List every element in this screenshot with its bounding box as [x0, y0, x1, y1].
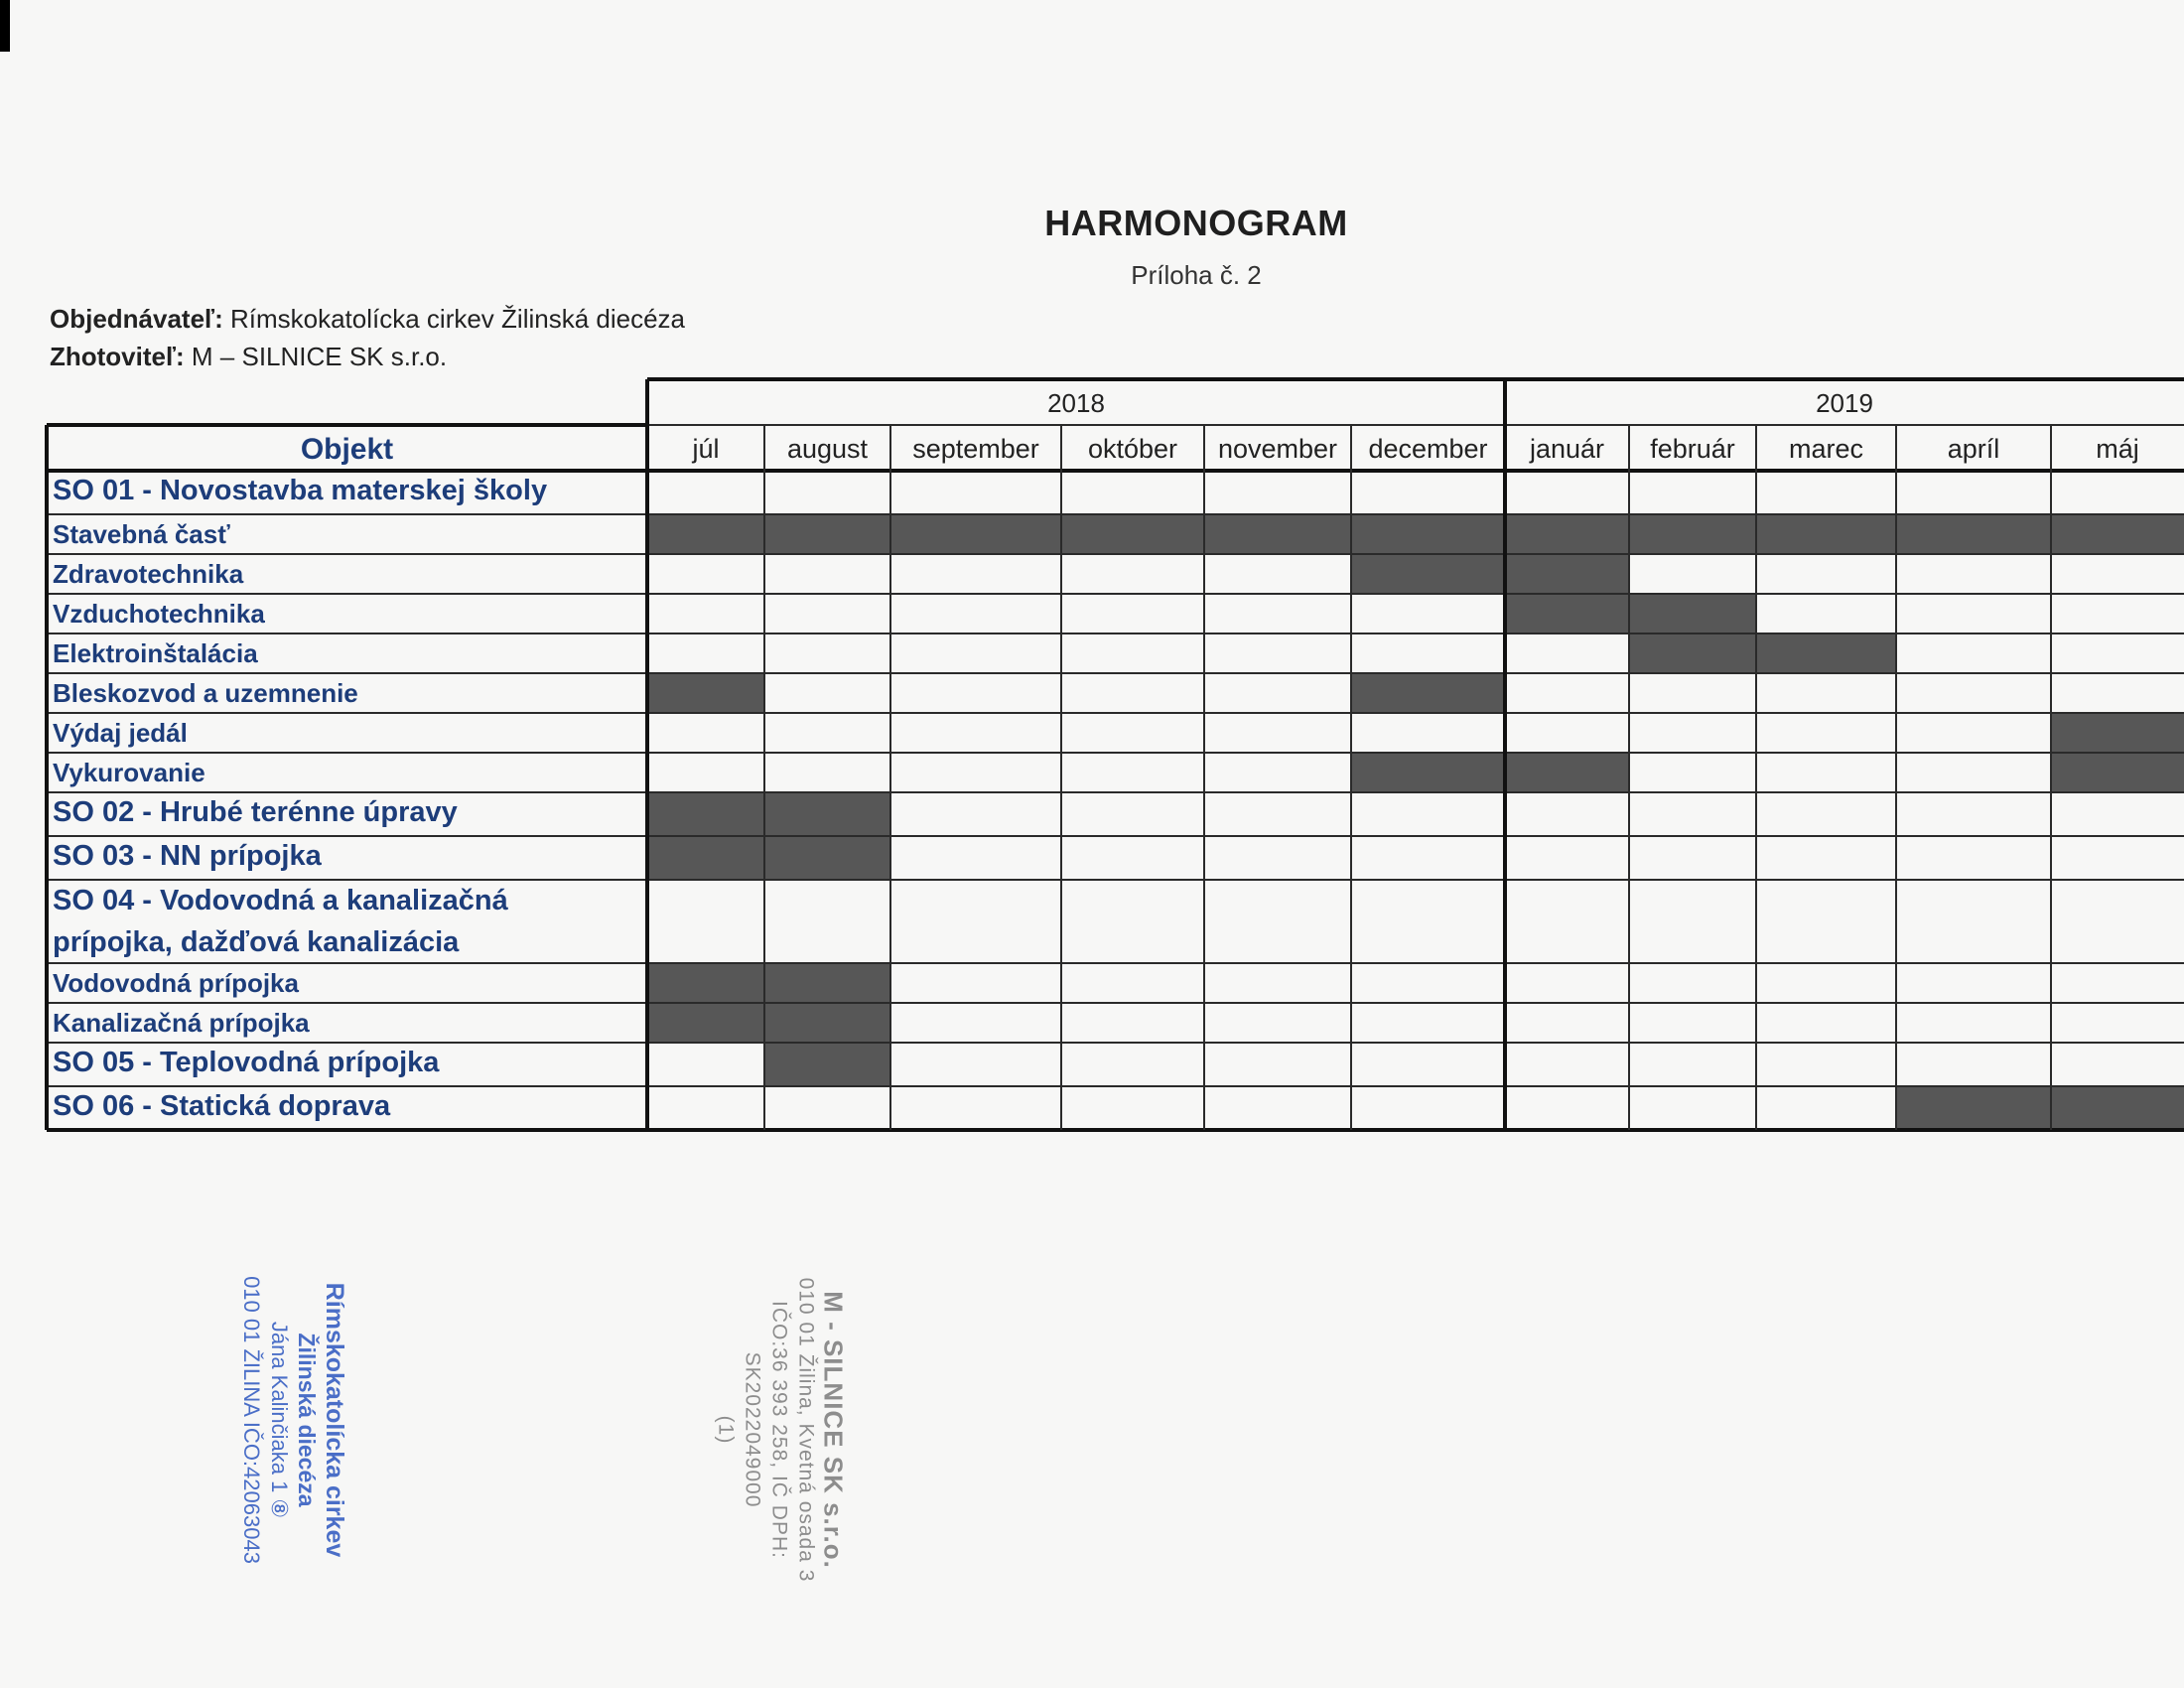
activity-bar	[647, 963, 764, 1003]
row-label: Zdravotechnika	[53, 559, 244, 589]
month-label: február	[1650, 434, 1735, 464]
activity-bar	[764, 514, 890, 554]
contractor-label: Zhotoviteľ:	[50, 342, 185, 371]
row-label: SO 02 - Hrubé terénne úpravy	[53, 796, 458, 828]
company-stamp-line: M - SILNICE SK s.r.o.	[818, 1291, 849, 1569]
activity-bar	[890, 514, 1061, 554]
activity-bar	[1351, 673, 1505, 713]
activity-bar	[1351, 753, 1505, 792]
year-label: 2018	[1047, 388, 1105, 418]
activity-bar	[1204, 514, 1351, 554]
row-label: Vykurovanie	[53, 758, 205, 787]
activity-bar	[1061, 514, 1204, 554]
month-label: október	[1087, 434, 1178, 464]
activity-bar	[764, 792, 890, 836]
activity-bar	[2051, 713, 2184, 753]
activity-bar	[647, 836, 764, 880]
activity-bar	[1351, 554, 1505, 594]
activity-bar	[1351, 514, 1505, 554]
month-label: november	[1217, 434, 1338, 464]
row-label: prípojka, dažďová kanalizácia	[53, 926, 460, 958]
row-label: SO 03 - NN prípojka	[53, 840, 322, 872]
diocese-stamp-line: 010 01 ŽILINA IČO:42063043	[239, 1276, 264, 1564]
company-stamp-line: 010 01 Žilina, Kvetná osada 3	[794, 1277, 818, 1583]
company-stamp	[695, 1241, 864, 1618]
objekt-header: Objekt	[300, 433, 394, 466]
activity-bar	[1629, 594, 1756, 633]
activity-bar	[1629, 633, 1756, 673]
month-label: júl	[692, 434, 720, 464]
activity-bar	[1896, 514, 2051, 554]
month-label: máj	[2096, 434, 2139, 464]
row-label: SO 05 - Teplovodná prípojka	[53, 1047, 440, 1078]
row-label: Výdaj jedál	[53, 718, 188, 748]
year-label: 2019	[1816, 388, 1873, 418]
row-label: SO 06 - Statická doprava	[53, 1090, 391, 1122]
company-stamp-line: IČO:36 393 258, IČ DPH: SK2022049000	[741, 1301, 791, 1559]
row-label: Elektroinštalácia	[53, 638, 258, 668]
activity-bar	[1505, 594, 1629, 633]
row-label: Vzduchotechnika	[53, 599, 265, 629]
month-label: september	[912, 434, 1039, 464]
activity-bar	[647, 514, 764, 554]
row-label: Stavebná časť	[53, 519, 230, 549]
row-label: Vodovodná prípojka	[53, 968, 299, 998]
diocese-stamp-line: Jána Kalinčiaka 1 ⑧	[267, 1321, 292, 1519]
activity-bar	[764, 963, 890, 1003]
month-label: január	[1529, 434, 1605, 464]
document-title: HARMONOGRAM	[1044, 203, 1348, 243]
diocese-stamp-line: Rímskokatolícka cirkev	[321, 1282, 348, 1558]
activity-bar	[647, 792, 764, 836]
row-label: Bleskozvod a uzemnenie	[53, 678, 358, 708]
document-subtitle: Príloha č. 2	[1131, 260, 1262, 290]
month-label: december	[1368, 434, 1488, 464]
activity-bar	[2051, 514, 2184, 554]
row-label: SO 01 - Novostavba materskej školy	[53, 475, 548, 506]
activity-bar	[1629, 514, 1756, 554]
client-value: Rímskokatolícka cirkev Žilinská diecéza	[229, 304, 686, 334]
month-label: marec	[1788, 434, 1864, 464]
company-stamp-line: (1)	[714, 1415, 738, 1445]
activity-bar	[1756, 514, 1896, 554]
activity-bar	[1896, 1086, 2051, 1130]
activity-bar	[647, 673, 764, 713]
diocese-stamp	[149, 1261, 437, 1579]
activity-bar	[2051, 753, 2184, 792]
row-label: SO 04 - Vodovodná a kanalizačná	[53, 885, 508, 916]
row-label: Kanalizačná prípojka	[53, 1008, 310, 1038]
activity-bar	[1505, 753, 1629, 792]
activity-bar	[2051, 1086, 2184, 1130]
month-label: august	[786, 434, 869, 464]
client-label: Objednávateľ:	[50, 304, 223, 334]
activity-bar	[1756, 633, 1896, 673]
activity-bar	[647, 1003, 764, 1043]
diocese-stamp-line: Žilinská diecéza	[294, 1333, 320, 1507]
contractor-value: M – SILNICE SK s.r.o.	[191, 342, 448, 371]
activity-bar	[764, 836, 890, 880]
month-label: apríl	[1947, 434, 2000, 464]
activity-bar	[764, 1003, 890, 1043]
activity-bar	[1505, 554, 1629, 594]
activity-bar	[764, 1043, 890, 1086]
activity-bar	[1505, 514, 1629, 554]
